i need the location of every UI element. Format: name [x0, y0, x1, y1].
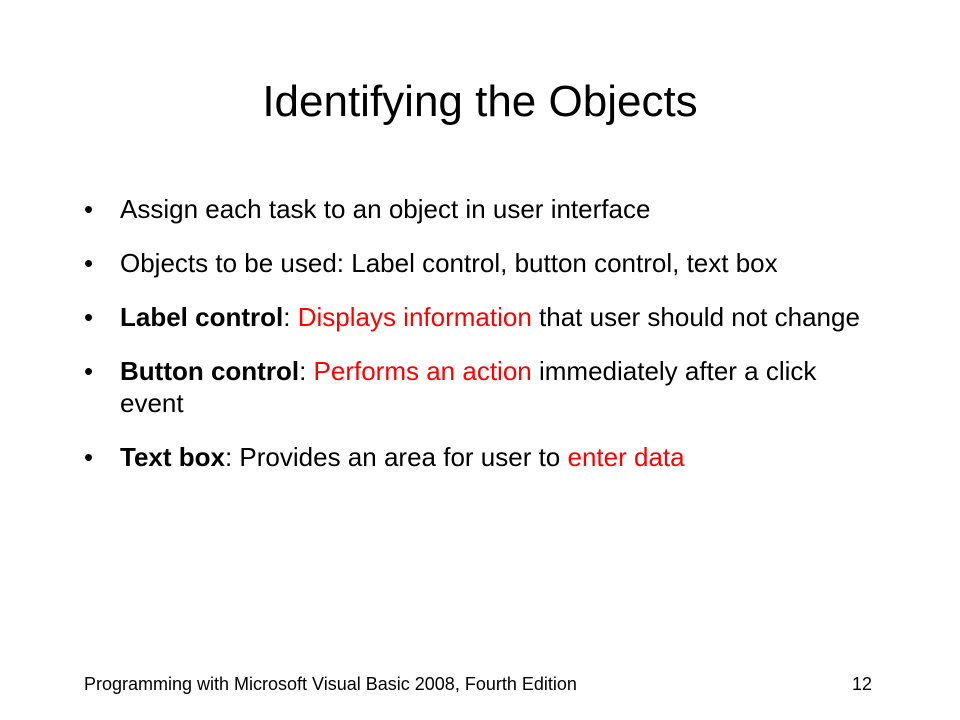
bullet-term: Button control — [120, 356, 300, 386]
bullet-separator: : Provides an area for user to — [224, 442, 568, 472]
bullet-marker: • — [84, 442, 94, 472]
bullet-highlight: enter data — [567, 442, 685, 472]
bullet-separator: : — [283, 302, 298, 332]
bullet-list — [84, 193, 884, 495]
bullet-term: Text box — [120, 442, 225, 472]
bullet-item — [84, 301, 884, 333]
page-number: 12 — [851, 674, 872, 694]
bullet-term: Label control — [120, 302, 284, 332]
bullet-marker: • — [84, 356, 94, 386]
bullet-marker: • — [84, 248, 94, 278]
bullet-highlight: Performs an action — [313, 356, 532, 386]
bullet-rest: that user should not change — [531, 302, 860, 332]
bullet-item — [84, 355, 884, 419]
bullet-item — [84, 441, 884, 473]
bullet-text: Objects to be used: Label control, button control, text box — [120, 248, 778, 278]
bullet-item — [84, 193, 884, 225]
bullet-highlight: Displays information — [297, 302, 532, 332]
bullet-marker: • — [84, 302, 94, 332]
bullet-marker: • — [84, 194, 94, 224]
bullet-rest: immediately after a click event — [120, 356, 817, 418]
bullet-separator: : — [299, 356, 314, 386]
bullet-item — [84, 247, 884, 279]
footer-source: Programming with Microsoft Visual Basic 2008, Fourth Edition — [84, 674, 577, 694]
slide-title: Identifying the Objects — [262, 77, 698, 126]
bullet-text: Assign each task to an object in user interface — [120, 194, 651, 224]
